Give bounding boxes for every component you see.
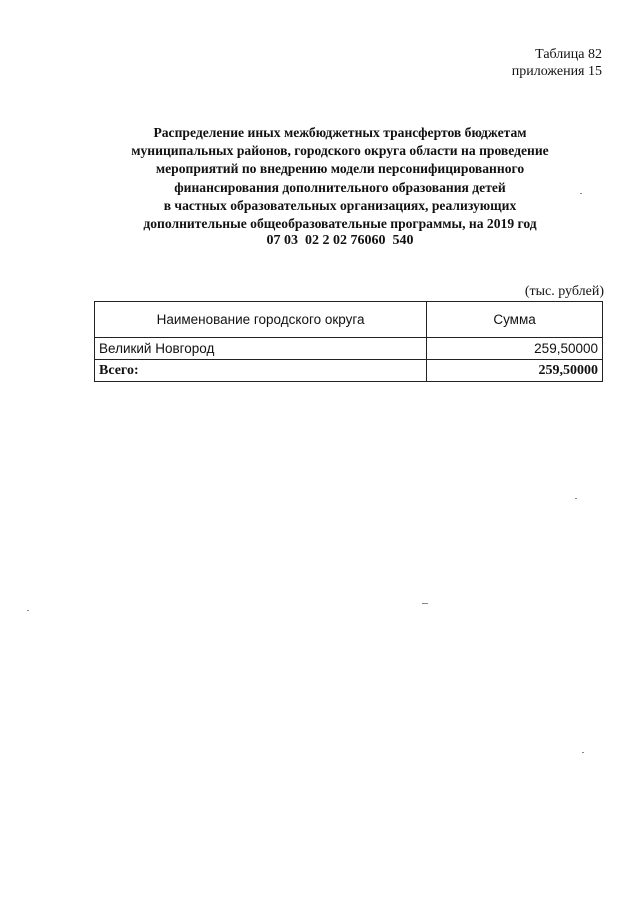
scan-speck <box>27 610 29 611</box>
document-title <box>60 124 620 233</box>
header-sum: Сумма <box>427 302 603 338</box>
scan-speck <box>422 603 428 604</box>
title-line: финансирования дополнительного образования детей <box>174 179 506 195</box>
scan-speck <box>580 193 582 194</box>
row-name: Великий Новгород <box>95 338 427 360</box>
scan-speck <box>575 498 577 499</box>
header-name: Наименование городского округа <box>95 302 427 338</box>
total-row <box>95 360 603 382</box>
distribution-table <box>94 301 603 382</box>
title-line: мероприятий по внедрению модели персонифицированного <box>155 161 525 177</box>
total-sum: 259,50000 <box>427 360 603 382</box>
row-sum: 259,50000 <box>427 338 603 360</box>
table-reference <box>512 46 602 80</box>
title-line: дополнительные общеобразовательные программы, на 2019 год <box>143 216 537 232</box>
appendix-label: приложения 15 <box>511 64 602 79</box>
table-header-row <box>95 302 603 338</box>
table-number: Таблица 82 <box>535 47 602 62</box>
title-line: муниципальных районов, городского округа области на проведение <box>131 143 549 159</box>
title-line: Распределение иных межбюджетных трансфертов бюджетам <box>153 125 527 140</box>
budget-code: 07 03 02 2 02 76060 540 <box>266 233 414 248</box>
scan-speck <box>582 752 584 753</box>
total-label: Всего: <box>95 360 427 382</box>
title-line: в частных образовательных организациях, реализующих <box>163 197 517 213</box>
units-label: (тыс. рублей) <box>524 284 604 299</box>
table-row <box>95 338 603 360</box>
